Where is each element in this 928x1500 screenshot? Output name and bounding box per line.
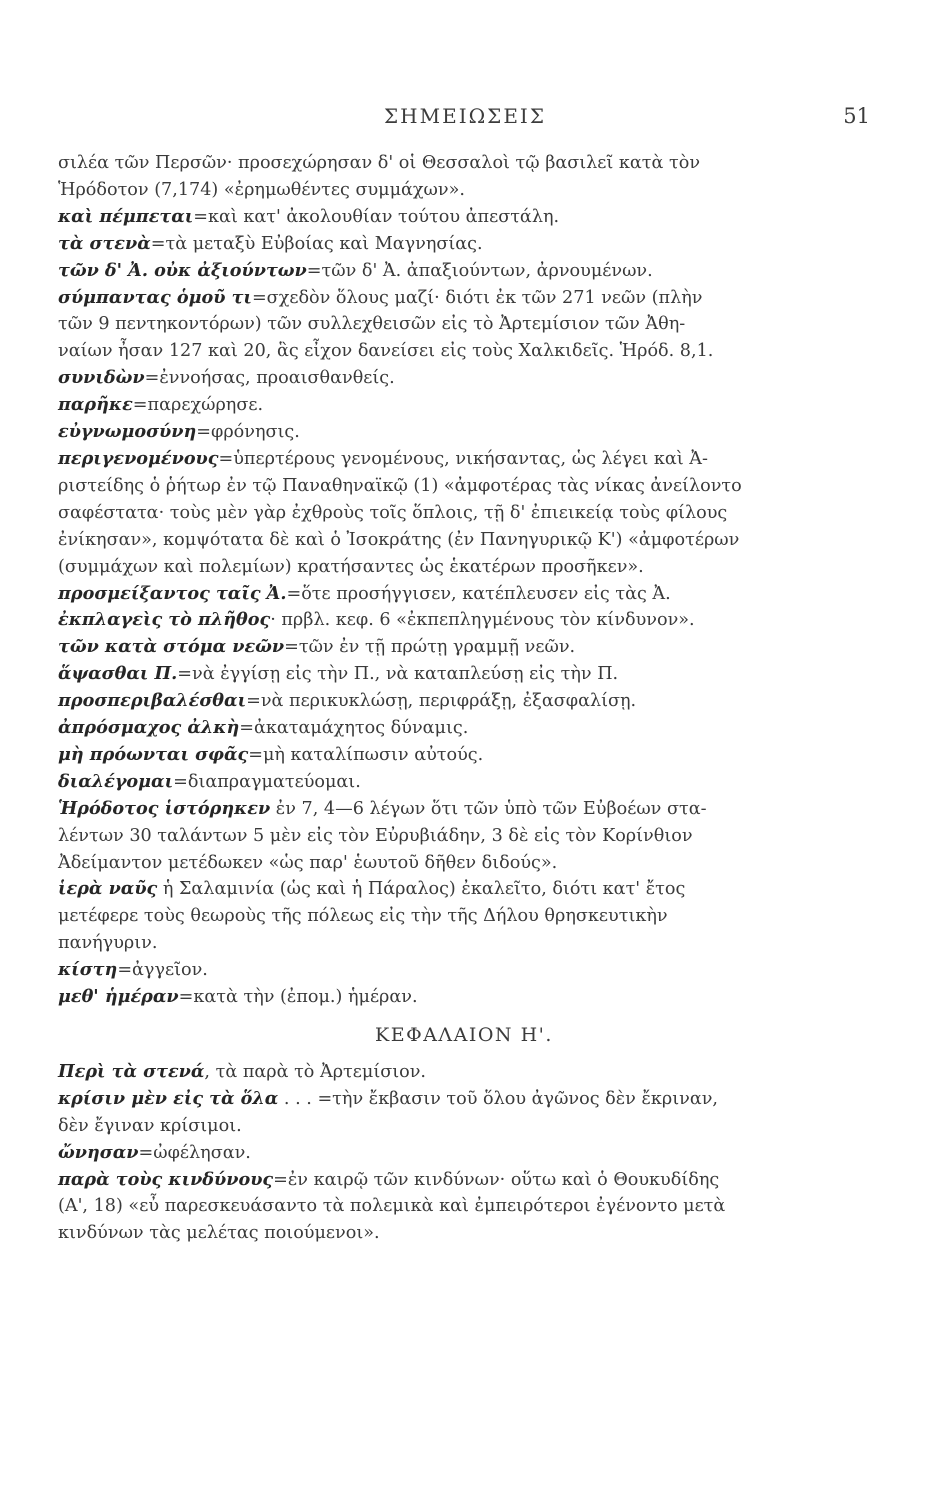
gloss-text: σιλέα τῶν Περσῶν· προσεχώρησαν δ' οἱ Θεσσαλοὶ τῷ βασιλεῖ κατὰ τὸν <box>58 153 701 173</box>
text-line <box>58 204 870 231</box>
text-line <box>58 1193 870 1220</box>
text-line <box>58 850 870 877</box>
text-line <box>58 258 870 285</box>
gloss-text: σαφέστατα· τοὺς μὲν γὰρ ἐχθροὺς τοῖς ὅπλοις, τῇ δ' ἐπιεικείᾳ τοὺς φίλους <box>58 502 728 523</box>
running-title: ΣΗΜΕΙΩΣΕΙΣ <box>384 104 546 128</box>
gloss-text: , τὰ παρὰ τὸ Ἀρτεμίσιον. <box>204 1061 427 1082</box>
gloss-text: ναίων ἦσαν 127 καὶ 20, ἃς εἶχον δανείσει εἰς τοὺς Χαλκιδεῖς. Ἡρόδ. 8,1. <box>58 341 714 362</box>
text-line <box>58 311 870 338</box>
lemma: κρίσιν μὲν εἰς τὰ ὅλα <box>58 1087 279 1109</box>
lemma: τὰ στενὰ <box>58 232 151 254</box>
gloss-text: μετέφερε τοὺς θεωροὺς τῆς πόλεως εἰς τὴν τῆς Δήλου θρησκευτικὴν <box>58 906 668 927</box>
text-line <box>58 150 870 177</box>
text-line <box>58 446 870 473</box>
gloss-text: =ἀκαταμάχητος δύναμις. <box>239 718 469 739</box>
chapter-heading: ΚΕΦΑΛΑΙΟΝ Η'. <box>375 1024 553 1046</box>
gloss-text: =ὠφέλησαν. <box>138 1142 251 1163</box>
notes-section-2 <box>58 1059 870 1247</box>
notes-body <box>58 150 870 1247</box>
lemma: παρῆκε <box>58 394 133 416</box>
text-line <box>58 742 870 769</box>
gloss-text: Ἀδείμαντον μετέδωκεν «ὡς παρ' ἑωυτοῦ δῆθεν διδούς». <box>58 852 558 873</box>
lemma: συνιδὼν <box>58 367 145 389</box>
text-line <box>58 554 870 581</box>
text-line <box>58 500 870 527</box>
text-line <box>58 769 870 796</box>
gloss-text: ἐνίκησαν», κομψότατα δὲ καὶ ὁ Ἰσοκράτης (ἐν Πανηγυρικῷ Κ') «ἀμφοτέρων <box>58 529 740 550</box>
text-line <box>58 581 870 608</box>
gloss-text: · πρβλ. κεφ. 6 «ἐκπεπληγμένους τὸν κίνδυνον». <box>270 610 695 631</box>
text-line <box>58 338 870 365</box>
text-line <box>58 231 870 258</box>
lemma: εὐγνωμοσύνη <box>58 421 197 443</box>
text-line <box>58 177 870 204</box>
text-line <box>58 607 870 634</box>
text-line <box>58 876 870 903</box>
page-number: 51 <box>843 104 870 128</box>
text-line <box>58 1140 870 1167</box>
gloss-text: πανήγυριν. <box>58 933 158 954</box>
gloss-text: =ὅτε προσήγγισεν, κατέπλευσεν εἰς τὰς Ἀ. <box>286 583 671 604</box>
lemma: μεθ' ἡμέραν <box>58 986 179 1008</box>
gloss-text: τῶν 9 πεντηκοντόρων) τῶν συλλεχθεισῶν εἰς τὸ Ἀρτεμίσιον τῶν Ἀθη- <box>58 314 686 335</box>
text-line <box>58 1059 870 1086</box>
lemma: περιγενομένους <box>58 447 219 469</box>
gloss-text: =διαπραγματεύομαι. <box>173 771 361 792</box>
text-line <box>58 688 870 715</box>
gloss-text: =παρεχώρησε. <box>132 395 264 416</box>
text-line <box>58 1086 870 1113</box>
page-header <box>60 104 870 134</box>
lemma: κίστη <box>58 959 118 981</box>
text-line <box>58 796 870 823</box>
text-line <box>58 903 870 930</box>
gloss-text: . . . =τὴν ἔκβασιν τοῦ ὅλου ἀγῶνος δὲν ἔκριναν, <box>278 1088 719 1109</box>
lemma: σύμπαντας ὁμοῦ τι <box>58 286 252 308</box>
lemma: ἐκπλαγεὶς τὸ πλῆθος <box>58 609 271 631</box>
lemma: τῶν κατὰ στόμα νεῶν <box>58 636 285 658</box>
gloss-text: =μὴ καταλίπωσιν αὐτούς. <box>248 744 484 765</box>
text-line <box>58 715 870 742</box>
text-line <box>58 1167 870 1194</box>
gloss-text: κινδύνων τὰς μελέτας ποιούμενοι». <box>58 1223 380 1244</box>
gloss-text: ἐν 7, 4—6 λέγων ὅτι τῶν ὑπὸ τῶν Εὐβοέων στα- <box>270 798 707 819</box>
text-line <box>58 957 870 984</box>
text-line <box>58 1113 870 1140</box>
gloss-text: (Α', 18) «εὖ παρεσκευάσαντο τὰ πολεμικὰ καὶ ἐμπειρότεροι ἐγένοντο μετὰ <box>58 1196 726 1217</box>
lemma: Περὶ τὰ στενά <box>58 1060 205 1082</box>
lemma: ὤνησαν <box>58 1141 139 1163</box>
gloss-text: =νὰ περικυκλώσῃ, περιφράξῃ, ἐξασφαλίσῃ. <box>246 691 637 712</box>
text-line <box>58 473 870 500</box>
gloss-text: =φρόνησις. <box>196 422 300 443</box>
text-line <box>58 527 870 554</box>
gloss-text: =ἀγγεῖον. <box>117 960 208 981</box>
lemma: Ἡρόδοτος ἱστόρηκεν <box>58 797 271 819</box>
text-line <box>58 392 870 419</box>
gloss-text: δὲν ἔγιναν κρίσιμοι. <box>58 1115 242 1136</box>
gloss-text: λέντων 30 ταλάντων 5 μὲν εἰς τὸν Εὐρυβιάδην, 3 δὲ εἰς τὸν Κορίνθιον <box>58 825 693 846</box>
gloss-text: =τῶν δ' Ἀ. ἀπαξιούντων, ἀρνουμένων. <box>306 260 653 281</box>
text-line <box>58 823 870 850</box>
text-line <box>58 984 870 1011</box>
text-line <box>58 365 870 392</box>
lemma: ἅψασθαι Π. <box>58 663 178 685</box>
gloss-text: =κατὰ τὴν (ἐπομ.) ἡμέραν. <box>178 987 418 1008</box>
text-line <box>58 419 870 446</box>
gloss-text: =νὰ ἐγγίσῃ εἰς τὴν Π., νὰ καταπλεύσῃ εἰς τὴν Π. <box>177 664 619 685</box>
gloss-text: =τὰ μεταξὺ Εὐβοίας καὶ Μαγνησίας. <box>150 233 483 254</box>
gloss-text: =ἐννοήσας, προαισθανθείς. <box>144 368 395 389</box>
text-line <box>58 1220 870 1247</box>
gloss-text: (συμμάχων καὶ πολεμίων) κρατήσαντες ὡς ἑκατέρων προσῆκεν». <box>58 556 644 577</box>
gloss-text: =σχεδὸν ὅλους μαζί· διότι ἐκ τῶν 271 νεῶν (πλὴν <box>251 287 703 308</box>
lemma: προσμείξαντος ταῖς Ἀ. <box>58 582 287 604</box>
lemma: διαλέγομαι <box>58 770 174 792</box>
gloss-text: =τῶν ἐν τῇ πρώτῃ γραμμῇ νεῶν. <box>284 637 576 658</box>
text-line <box>58 634 870 661</box>
text-line <box>58 285 870 312</box>
lemma: προσπεριβαλέσθαι <box>58 690 247 712</box>
gloss-text: =καὶ κατ' ἀκολουθίαν τούτου ἀπεστάλη. <box>193 206 560 227</box>
gloss-text: ἡ Σαλαμινία (ὡς καὶ ἡ Πάραλος) ἐκαλεῖτο, διότι κατ' ἔτος <box>157 879 686 900</box>
gloss-text: =ἐν καιρῷ τῶν κινδύνων· οὕτω καὶ ὁ Θουκυδίδης <box>273 1169 720 1190</box>
text-line <box>58 930 870 957</box>
gloss-text: =ὑπερτέρους γενομένους, νικήσαντας, ὡς λέγει καὶ Ἀ- <box>218 448 708 469</box>
lemma: μὴ πρόωνται σφᾶς <box>58 743 249 765</box>
lemma: καὶ πέμπεται <box>58 205 194 227</box>
lemma: ἀπρόσμαχος ἀλκὴ <box>58 717 240 739</box>
gloss-text: ριστείδης ὁ ῥήτωρ ἐν τῷ Παναθηναϊκῷ (1) «ἀμφοτέρας τὰς νίκας ἀνείλοντο <box>58 475 742 496</box>
notes-section-1 <box>58 150 870 1011</box>
gloss-text: Ἡρόδοτον (7,174) «ἐρημωθέντες συμμάχων». <box>58 179 465 200</box>
lemma: τῶν δ' Ἀ. οὐκ ἀξιούντων <box>58 259 307 281</box>
lemma: παρὰ τοὺς κινδύνους <box>58 1168 274 1190</box>
lemma: ἱερὰ ναῦς <box>58 878 158 900</box>
text-line <box>58 661 870 688</box>
